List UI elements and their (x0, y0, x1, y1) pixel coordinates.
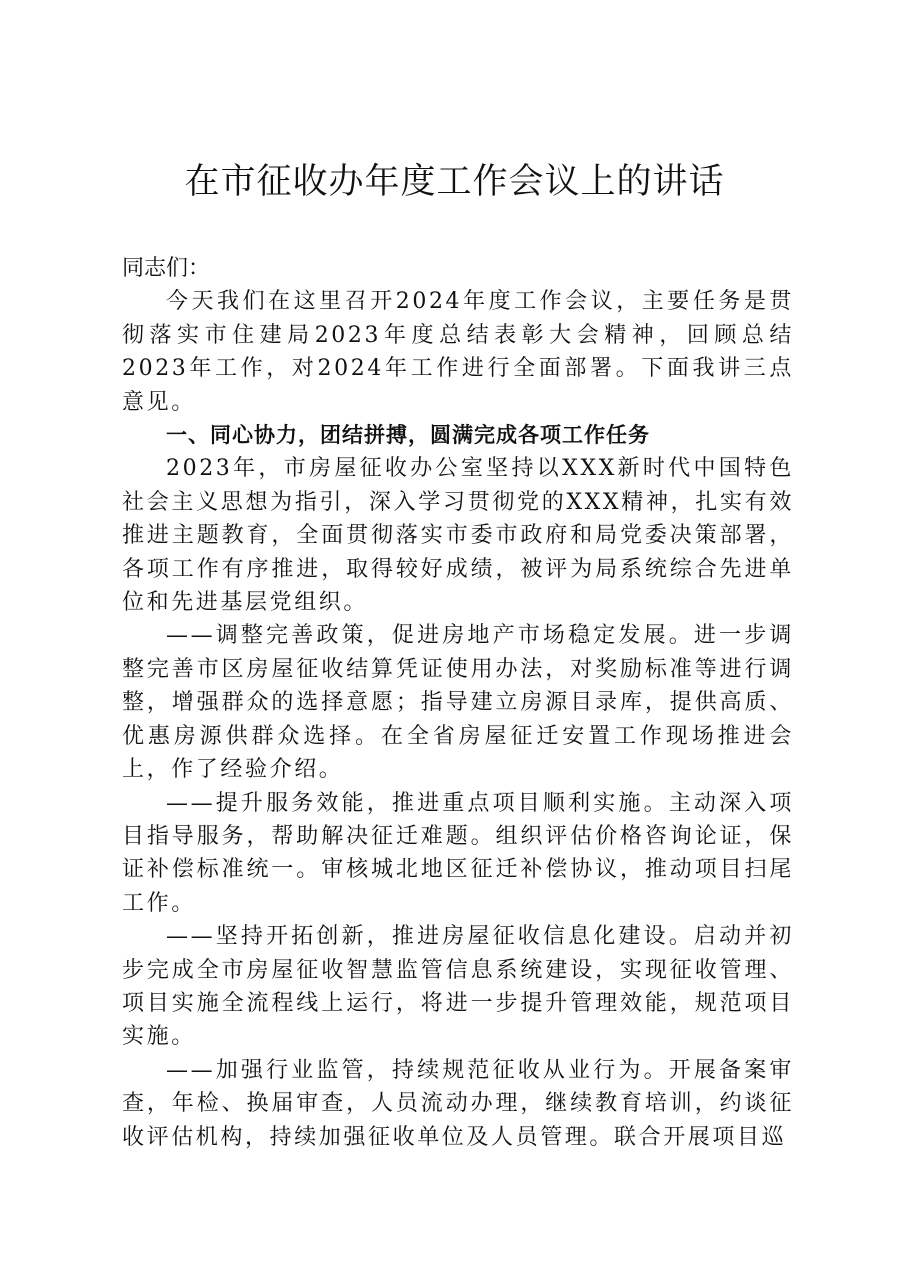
body-paragraph: ——加强行业监管，持续规范征收从业行为。开展备案审查，年检、换届审查，人员流动办理，继续教育培训，约谈征收评估机构，持续加强征收单位及人员管理。联合开展项目巡 (122, 1057, 794, 1150)
body-paragraph: ——调整完善政策，促进房地产市场稳定发展。进一步调整完善市区房屋征收结算凭证使用办法，对奖励标准等进行调整，增强群众的选择意愿；指导建立房源目录库，提供高质、优惠房源供群众选择。在全省房屋征迁安置工作现场推进会上，作了经验介绍。 (122, 623, 794, 783)
body-paragraph: ——坚持开拓创新，推进房屋征收信息化建设。启动并初步完成全市房屋征收智慧监管信息系统建设，实现征收管理、项目实施全流程线上运行，将进一步提升管理效能，规范项目实施。 (122, 924, 794, 1050)
intro-paragraph: 今天我们在这里召开2024年度工作会议，主要任务是贯彻落实市住建局2023年度总结表彰大会精神，回顾总结2023年工作，对2024年工作进行全面部署。下面我讲三点意见。 (122, 289, 794, 415)
salutation: 同志们： (122, 256, 211, 281)
body-paragraph: ——提升服务效能，推进重点项目顺利实施。主动深入项目指导服务，帮助解决征迁难题。组织评估价格咨询论证，保证补偿标准统一。审核城北地区征迁补偿协议，推动项目扫尾工作。 (122, 790, 794, 916)
section-heading-1: 一、同心协力，团结拼搏，圆满完成各项工作任务 (166, 423, 650, 448)
body-paragraph: 2023年，市房屋征收办公室坚持以XXX新时代中国特色社会主义思想为指引，深入学习贯彻党的XXX精神，扎实有效推进主题教育，全面贯彻落实市委市政府和局党委决策部署，各项工作有序推进，取得较好成绩，被评为局系统综合先进单位和先进基层党组织。 (122, 456, 794, 616)
document-body (122, 252, 794, 1154)
document-title: 在市征收办年度工作会议上的讲话 (184, 162, 725, 202)
